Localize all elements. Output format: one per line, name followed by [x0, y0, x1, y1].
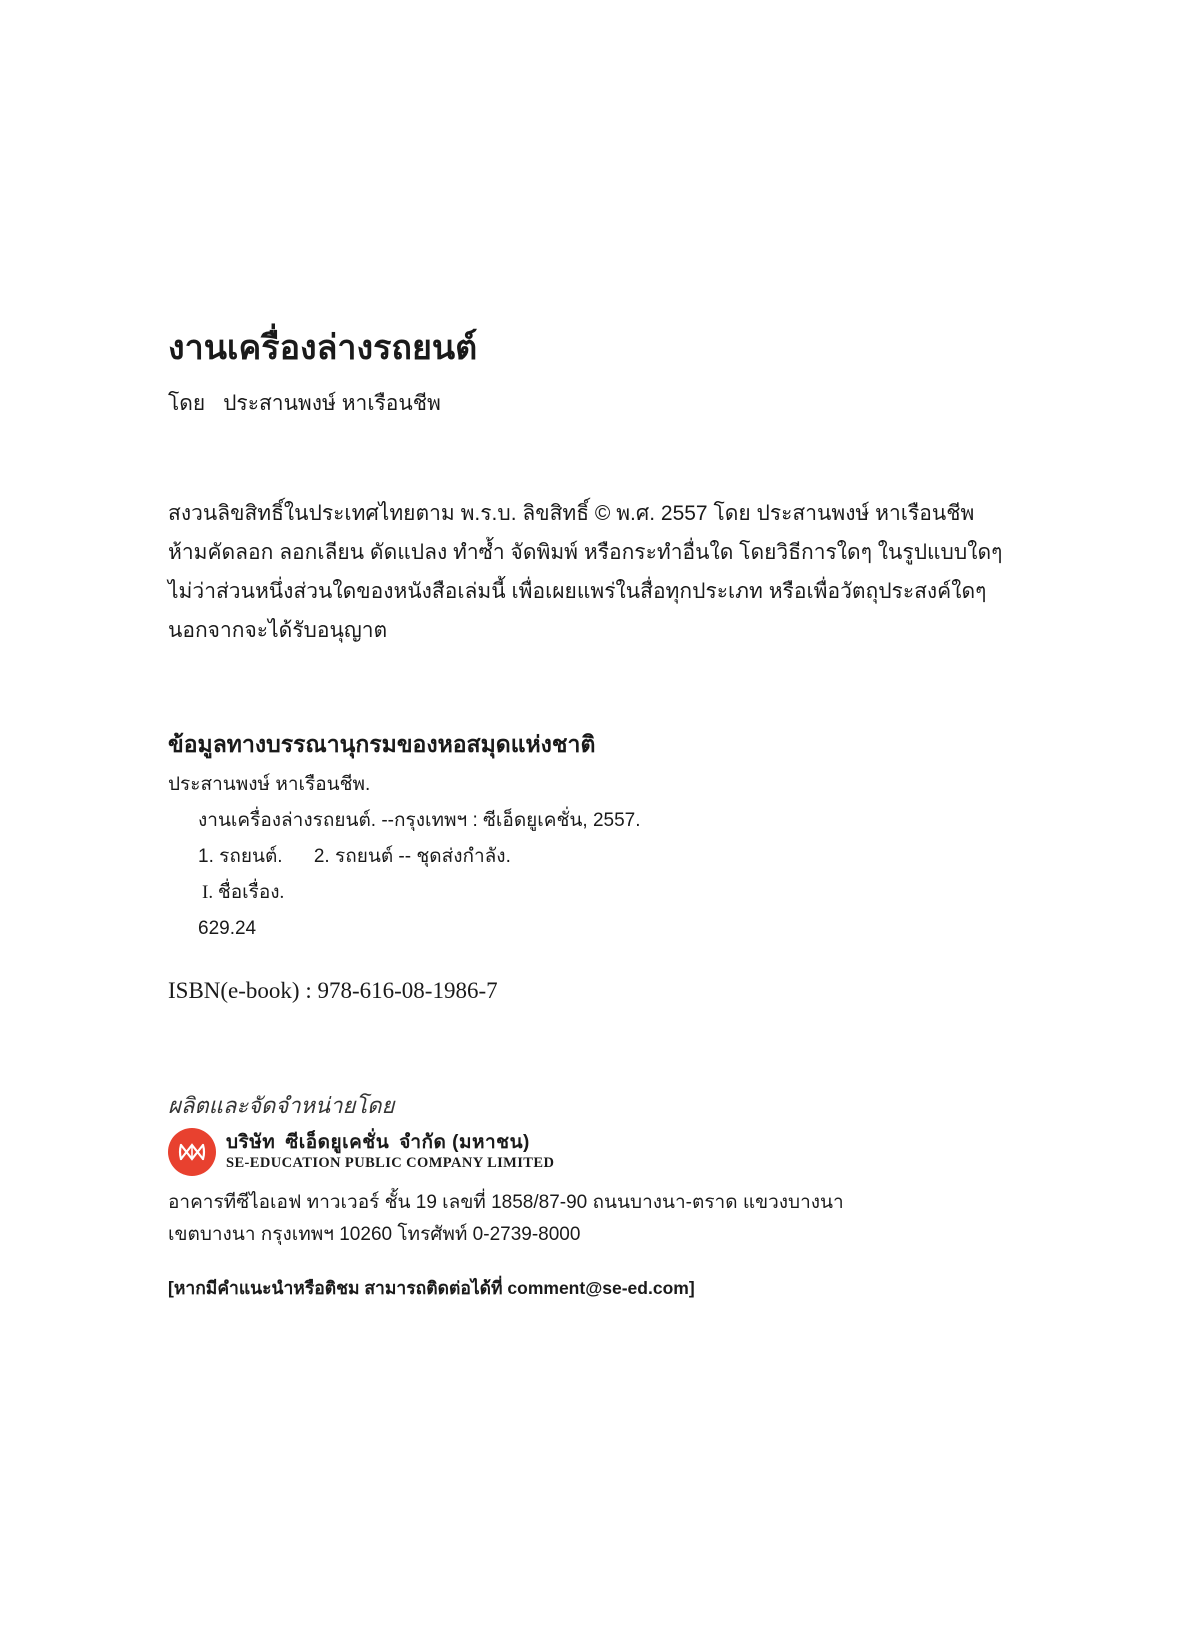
cip-heading: ข้อมูลทางบรรณานุกรมของหอสมุดแห่งชาติ	[168, 732, 596, 757]
publisher-block	[168, 1126, 554, 1178]
publisher-address	[168, 1190, 844, 1254]
cip-subjects	[168, 844, 641, 880]
address-line: เขตบางนา กรุงเทพฯ 10260 โทรศัพท์ 0-2739-8000	[168, 1224, 581, 1245]
cip-subject-1: 1. รถยนต์.	[198, 846, 283, 867]
cip-title-entry: งานเครื่องล่างรถยนต์. --กรุงเทพฯ : ซีเอ็ดยูเคชั่น, 2557.	[198, 810, 641, 831]
distributed-by: ผลิตและจัดจำหน่ายโดย	[168, 1093, 395, 1118]
publisher-names	[226, 1132, 554, 1172]
publisher-name-thai-part: บริษัท	[226, 1132, 276, 1153]
cip-classification: 629.24	[198, 918, 257, 939]
publisher-name-english: SE-EDUCATION PUBLIC COMPANY LIMITED	[226, 1155, 555, 1171]
copyright-line: นอกจากจะได้รับอนุญาต	[168, 619, 388, 642]
publisher-name-thai	[226, 1132, 554, 1154]
isbn: ISBN(e-book) : 978-616-08-1986-7	[168, 978, 498, 1003]
book-title: งานเครื่องล่างรถยนต์	[168, 329, 478, 367]
author-line	[168, 390, 441, 418]
author-name: ประสานพงษ์ หาเรือนชีพ	[223, 392, 441, 415]
publisher-name-thai-part: ซีเอ็ดยูเคชั่น	[285, 1132, 390, 1153]
se-ed-logo-icon	[168, 1128, 216, 1176]
cip-record	[168, 772, 641, 952]
copyright-line: ห้ามคัดลอก ลอกเลียน ดัดแปลง ทำซ้ำ จัดพิมพ์ หรือกระทำอื่นใด โดยวิธีการใดๆ ในรูปแบบใดๆ	[168, 541, 1003, 564]
address-line: อาคารทีซีไอเอฟ ทาวเวอร์ ชั้น 19 เลขที่ 1858/87-90 ถนนบางนา-ตราด แขวงบางนา	[168, 1192, 844, 1213]
copyright-line: สงวนลิขสิทธิ์ในประเทศไทยตาม พ.ร.บ. ลิขสิทธิ์ © พ.ศ. 2557 โดย ประสานพงษ์ หาเรือนชีพ	[168, 502, 975, 525]
contact-note: [หากมีคำแนะนำหรือติชม สามารถติดต่อได้ที่ comment@se-ed.com]	[168, 1278, 695, 1298]
cip-title-heading: I. ชื่อเรื่อง.	[202, 882, 285, 903]
author-prefix: โดย	[168, 392, 206, 415]
cip-subject-2: 2. รถยนต์ -- ชุดส่งกำลัง.	[313, 846, 511, 867]
cip-author-entry: ประสานพงษ์ หาเรือนชีพ.	[168, 774, 371, 795]
copyright-line: ไม่ว่าส่วนหนึ่งส่วนใดของหนังสือเล่มนี้ เพื่อเผยแพร่ในสื่อทุกประเภท หรือเพื่อวัตถุประสงค์ใดๆ	[168, 580, 987, 603]
publisher-name-thai-part: จำกัด (มหาชน)	[399, 1132, 530, 1153]
copyright-notice	[168, 500, 1028, 656]
